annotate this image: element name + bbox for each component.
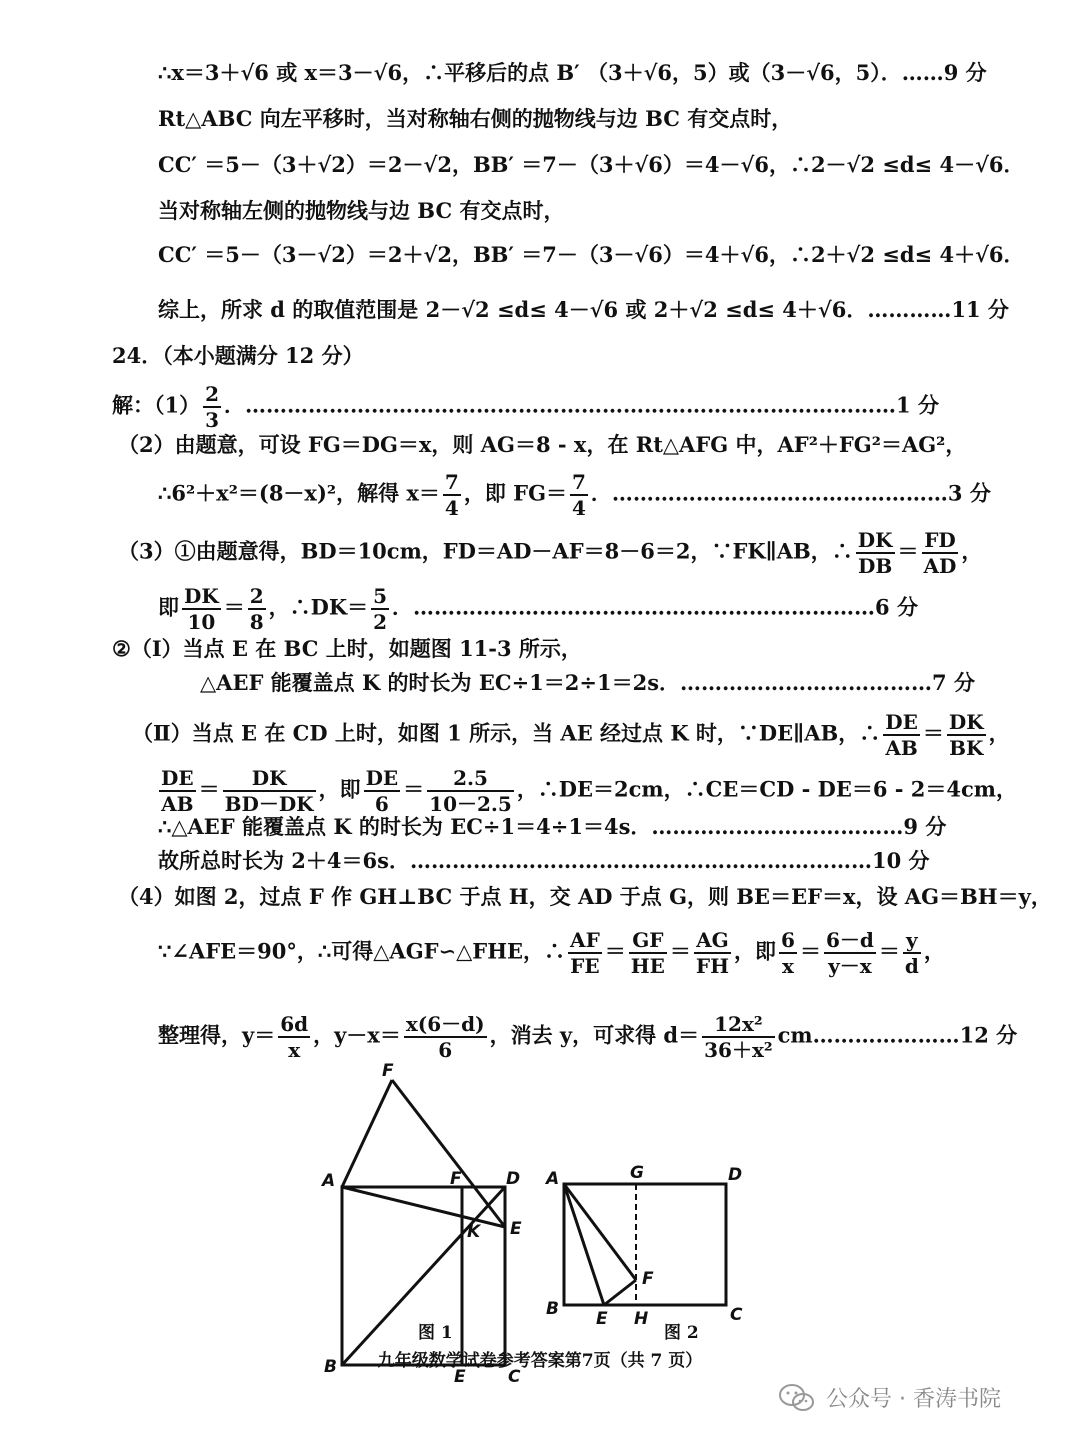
fig2-label-G: G: [630, 1163, 644, 1183]
line-3: CC′ ＝5－（3＋√2）＝2－√2，BB′ ＝7－（3＋√6）＝4－√6，∴2－√2 ≤d≤ 4－√6．: [158, 152, 1025, 177]
fig1-label-A: A: [322, 1171, 336, 1191]
q3-line-8: 故所总时长为 2＋4＝6s．…………………………………………………………10 分: [158, 848, 930, 873]
page-footer: 九年级数学试卷参考答案第7页（共 7 页）: [377, 1351, 703, 1371]
watermark-text: 公众号 · 香涛书院: [826, 1387, 1001, 1412]
fig1-label-C: C: [508, 1367, 521, 1387]
fig1-label-E2: E: [454, 1367, 466, 1387]
fig2-label-H: H: [634, 1309, 649, 1329]
q3-line-6: $\frac{DE}{AB}$ ＝ $\frac{DK}{BD-DK}$ ，即 $\frac{DE}{6}$ ＝ $\frac{2.5}{10-2.5}$ ，∴DE＝2cm，∴CE＝CD - DE＝6 - 2＝4cm，: [161, 766, 1018, 816]
fig2-label-D: D: [728, 1165, 743, 1185]
line-5: CC′ ＝5－（3－√2）＝2＋√2，BB′ ＝7－（3－√6）＝4＋√6，∴2＋√2 ≤d≤ 4＋√6．: [158, 242, 1025, 267]
fig2-label-B: B: [546, 1299, 559, 1319]
q3-line-3: ②（Ⅰ）当点 E 在 BC 上时，如题图 11-3 所示，: [112, 636, 582, 661]
q4-line-1: （4）如图 2，过点 F 作 GH⊥BC 于点 H，交 AD 于点 G，则 BE＝EF＝x，设 AG＝BH＝y，: [118, 884, 1052, 909]
fig1-label-D: D: [506, 1169, 521, 1189]
q2-line-1: （2）由题意，可设 FG＝DG＝x，则 AG＝8 - x，在 Rt△AFG 中，AF²＋FG²＝AG²，: [118, 432, 967, 457]
question-24-header: 24．（本小题满分 12 分）: [112, 343, 364, 368]
line-2: Rt△ABC 向左平移时，当对称轴右侧的抛物线与边 BC 有交点时，: [158, 106, 793, 131]
q2-line-2: ∴6²＋x²＝(8－x)²，解得 x＝ $\frac{7}{4}$ ，即 FG＝ $\frac{7}{4}$ ．…………………………………………3 分: [158, 470, 991, 520]
fig2-label-E: E: [596, 1309, 608, 1329]
figure-1-line-AF: [342, 1080, 392, 1187]
line-4: 当对称轴左侧的抛物线与边 BC 有交点时，: [158, 198, 565, 223]
q1-answer: 解：（1） $\frac{2}{3}$ ．…………………………………………………………………………………1 分: [112, 382, 939, 432]
figure-2-caption: 图 2: [664, 1323, 699, 1343]
fig1-label-K: K: [467, 1222, 481, 1242]
fig2-label-C: C: [730, 1305, 743, 1325]
q4-line-2: ∵∠AFE＝90°，∴可得△AGF∽△FHE，∴ $\frac{AF}{FE}$ ＝ $\frac{GF}{HE}$ ＝ $\frac{AG}{FH}$ ，即 $\frac{6}{x}$ ＝ $\frac{6-d}{y-x}$ ＝ $\frac{y}{d}$ ，: [158, 928, 945, 978]
figure-2-line-AF: [564, 1184, 636, 1280]
figure-2-line-EF: [604, 1280, 636, 1305]
q3-line-7: ∴△AEF 能覆盖点 K 的时长为 EC÷1＝4÷1＝4s．………………………………9 分: [158, 814, 947, 839]
fig1-label-F2: F: [450, 1169, 462, 1189]
q3-line-1: （3）①由题意得，BD＝10cm，FD＝AD－AF＝8－6＝2，∵FK∥AB，∴ $\frac{DK}{DB}$ ＝ $\frac{FD}{AD}$ ，: [118, 528, 983, 578]
line-1: ∴x＝3＋√6 或 x＝3－√6，∴平移后的点 B′ （3＋√6，5）或（3－√6，5）．……9 分: [158, 60, 987, 85]
q3-line-5: （Ⅱ）当点 E 在 CD 上时，如图 1 所示，当 AE 经过点 K 时，∵DE∥AB，∴ $\frac{DE}{AB}$ ＝ $\frac{DK}{BK}$ ，: [132, 710, 1010, 760]
figure-1-caption: 图 1: [418, 1323, 453, 1343]
q4-line-3: 整理得，y＝ $\frac{6d}{x}$ ，y－x＝ $\frac{x(6-d)}{6}$ ，消去 y，可求得 d＝ $\frac{\text{12x²}}{\text{36＋x²}}$ cm…………………12 分: [158, 1012, 1018, 1062]
q3-line-2: 即 $\frac{DK}{10}$ ＝ $\frac{2}{8}$ ，∴DK＝ $\frac{5}{2}$ ．…………………………………………………………6 分: [158, 584, 918, 634]
fig2-label-F: F: [642, 1269, 654, 1289]
fig1-label-B: B: [324, 1357, 337, 1377]
wechat-icon: [778, 1383, 816, 1413]
fig1-label-F: F: [382, 1061, 394, 1081]
fig1-label-E: E: [510, 1219, 522, 1239]
figure-2-line-AE: [564, 1184, 604, 1305]
q3-line-4: △AEF 能覆盖点 K 的时长为 EC÷1＝2÷1＝2s．………………………………7 分: [200, 670, 975, 695]
fig2-label-A: A: [546, 1169, 560, 1189]
line-6: 综上，所求 d 的取值范围是 2－√2 ≤d≤ 4－√6 或 2＋√2 ≤d≤ 4＋√6．…………11 分: [158, 297, 1009, 322]
watermark: [778, 1382, 1001, 1413]
